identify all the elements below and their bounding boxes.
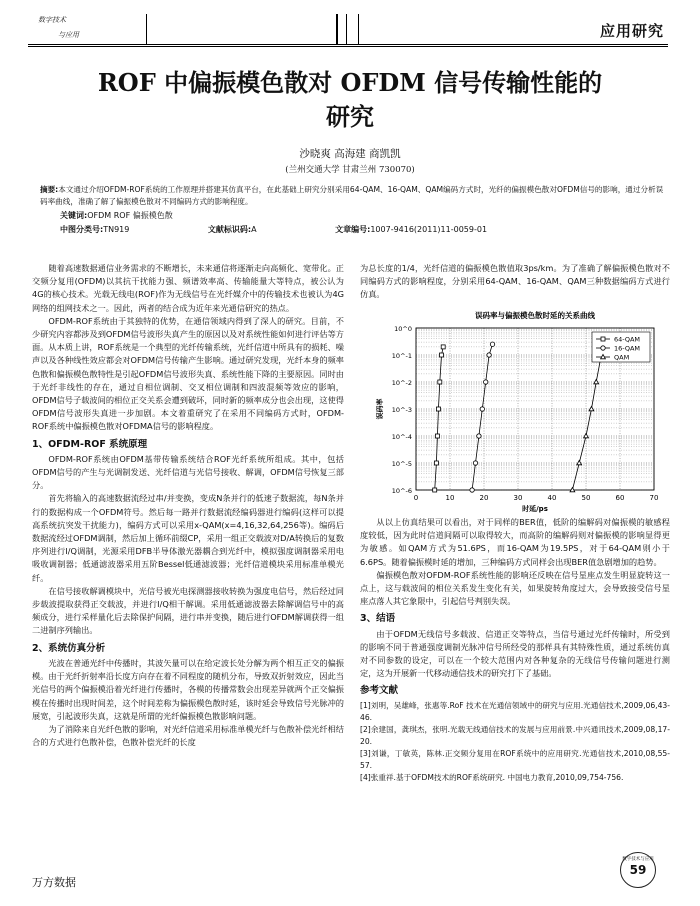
data-point-64-qam: [441, 345, 445, 349]
paragraph: 偏振模色散对OFDM-ROF系统性能的影响还反映在信号星座点发生明显旋转这一点上，这与载波间的相位关系发生变化有关，如果旋转角度过大，会导致接受信号星座点落人其它象限中，引起信号判别失误。: [360, 569, 670, 607]
clc-value: TN919: [103, 225, 130, 234]
x-tick-label: 20: [479, 494, 489, 502]
section-name: 应用研究: [599, 22, 664, 40]
legend-marker: [601, 346, 605, 350]
x-tick-label: 10: [445, 494, 455, 502]
journal-name-line2: 与应用: [58, 31, 79, 39]
y-tick-label: 10^-6: [391, 487, 412, 495]
journal-name-line1: 数字技术: [38, 16, 66, 24]
doc-code-label: 文献标识码:: [207, 225, 252, 234]
page-number: 59: [629, 863, 647, 877]
y-tick-label: 10^-5: [391, 460, 412, 468]
x-tick-label: 70: [649, 494, 659, 502]
paragraph: OFDM-ROF系统由于其独特的优势，在通信领域内得到了深人的研究。目前，不少研究内容都涉及到OFDM信号波形失真产生的原因以及对系统性能如何进行评估等方面。从本质上讲，ROF系统是一个典型的光纤传输系统，光纤信道中所具有的损耗、噪声以及各种线性效应都会对OFDM信号传输产生影响。通过研究发现，光纤本身的频率色散和偏振模色散特性是引起OFDM信号波形失真、系统性能下降的主要原因。同时由于光纤非线性的存在，通过自相位调制、交叉相位调制和四波混频等效应的影响，OFDM信号子载波间的相位正交关系会遭到破坏，同时新的频率成分也会出现，这使得OFDM信号波形失真进一步加剧。本文着重研究了在采用不同编码方式时，OFDM-ROF系统中偏振模色散对OFDMA信号的影响程度。: [32, 315, 344, 432]
paragraph: 由于OFDM无线信号多载波、信道正交等特点，当信号通过光纤传输时，所受到的影响不同于普通强度调制光脉冲信号所经受的那样具有其特殊性质，通过系统仿真对不同参数的设定，可以在一个较大范围内对各种复杂的无线信号传输问题进行测定，这为开展新一代移动通信技术的研究打下了基础。: [360, 628, 670, 679]
x-tick-label: 50: [581, 494, 591, 502]
data-point-64-qam: [436, 407, 440, 411]
header-rule-2: [28, 46, 668, 47]
y-tick-label: 10^0: [394, 325, 412, 333]
paragraph: 随着高速数据通信业务需求的不断增长，未来通信将逐渐走向高频化、宽带化。正交频分复用(OFDM)以其抗干扰能力强、频谱效率高、传输能量大等特点，被公认为4G的核心技术。光载无线电(ROF)作为无线信号在光纤媒介中的传输技术也被认为4G网络的组网技术之一。因此，两者的结合成为近年来光通信研究的热点。: [32, 263, 344, 313]
abstract-label: 摘要:: [40, 185, 59, 194]
data-point-16-qam: [484, 380, 488, 384]
paragraph: 为总长度的1/4，光纤信道的偏振模色散值取3ps/km。为了准确了解偏振模色散对不同编码方式的影响程度，分别采用64-QAM、16-QAM、QAM三种数据编码方式进行仿真。: [360, 263, 670, 300]
clc-label: 中图分类号:: [60, 225, 104, 234]
data-point-64-qam: [433, 488, 437, 492]
paragraph: 在信号接收解调模块中，光信号被光电探测器接收转换为强度电信号，然后经过同步载波提取获得正交载波，并进行I/Q相干解调。采用低通滤波器去除解调信号中的高频成分，进行采样量化后去除保护间隔，进行串并变换，随后进行OFDM解调获得一组二进制序列输出。: [32, 585, 344, 636]
page-number-badge: [620, 852, 656, 888]
x-tick-label: 30: [513, 494, 523, 502]
x-tick-label: 40: [547, 494, 557, 502]
y-axis-label: 误码率: [376, 398, 384, 420]
data-point-qam: [577, 461, 582, 465]
abstract-text: 本文通过介绍OFDM-ROF系统的工作原理并搭建其仿真平台，在此基础上研究分别采用64-QAM、16-QAM、QAM编码方式时，光纤的偏振模色散对OFDM信号的影响，通过分析误码率曲线，准确了解了偏振模色散对不同编码方式的影响程度。: [40, 185, 664, 206]
data-point-qam: [589, 407, 594, 411]
ber-vs-delay-chart: [368, 306, 668, 516]
data-point-16-qam: [473, 461, 477, 465]
reference-item: [1]刘明，吴雄峰，张惠等.RoF 技术在光通信领域中的研究与应用.光通信技术,2009,06,43-46.: [360, 700, 670, 722]
article-number-label: 文章编号:: [335, 225, 371, 234]
abstract: [40, 184, 665, 208]
data-point-qam: [584, 434, 589, 438]
right-column-bottom: [360, 516, 670, 784]
article-meta: [60, 224, 660, 235]
right-column-top: [360, 262, 670, 302]
chart-title: 误码率与偏振模色散时延的关系曲线: [475, 311, 595, 320]
reference-item: [3]刘谦，丁敏英，陈林.正交频分复用在ROF系统中的应用研究.光通信技术,2010,08,55-57.: [360, 748, 670, 770]
keywords-text: OFDM ROF 偏振模色散: [87, 211, 173, 220]
references-heading: 参考文献: [360, 685, 399, 697]
section-heading-2: 2、系统仿真分析: [32, 642, 106, 654]
legend-marker: [601, 337, 605, 341]
article-number-value: 1007-9416(2011)11-0059-01: [370, 225, 488, 234]
section-heading-1: 1、OFDM-ROF 系统原理: [32, 438, 148, 450]
y-tick-label: 10^-3: [391, 406, 412, 414]
data-point-64-qam: [434, 461, 438, 465]
title-line-2: 研究: [326, 102, 374, 131]
legend-label: 64-QAM: [614, 335, 641, 344]
data-point-64-qam: [440, 353, 444, 357]
section-heading-3: 3、结语: [360, 613, 396, 625]
series-line-64-qam: [435, 347, 444, 490]
x-axis-label: 时延/ps: [522, 505, 548, 513]
paper-title: [40, 66, 660, 134]
data-point-64-qam: [435, 434, 439, 438]
data-point-16-qam: [480, 407, 484, 411]
keywords-label: 关键词:: [60, 211, 88, 220]
data-point-16-qam: [477, 434, 481, 438]
keywords: [60, 210, 173, 221]
reference-item: [4]张重祥.基于OFDM技术的ROF系统研究. 中国电力教育,2010,09,754-756.: [360, 772, 624, 782]
data-point-64-qam: [438, 380, 442, 384]
x-tick-label: 0: [413, 494, 419, 502]
title-line-1: ROF 中偏振模色散对 OFDM 信号传输性能的: [97, 68, 603, 97]
authors: 沙晓爽 高海建 商凯凯: [299, 148, 401, 160]
paragraph: OFDM-ROF系统由OFDM基带传输系统结合ROF光纤系统所组成。其中，包括OFDM信号的产生与光调制发送、光纤信道与光信号接收、解调，OFDM信号恢复三部分。: [32, 453, 344, 491]
legend-label: QAM: [614, 353, 630, 362]
references-list: [360, 700, 670, 784]
page-badge-text: 数字技术与应用: [622, 857, 654, 862]
x-tick-label: 60: [615, 494, 625, 502]
legend-label: 16-QAM: [614, 344, 641, 353]
header-rule: [28, 44, 668, 45]
footer-source: 万方数据: [32, 876, 76, 889]
paragraph: 从以上仿真结果可以看出，对于同样的BER值，低阶的编解码对偏振模的敏感程度较低，因为此时信道间隔可以取得较大，而高阶的编解码则对偏振模的影响显得更为敏感。如QAM方式为51.6PS，而16-QAM为19.5PS，对于64-QAM则小于6.6PS。随着偏振模时延的增加，三种编码方式同样会出现BER值急剧增加的趋势。: [360, 517, 670, 567]
data-point-16-qam: [490, 342, 494, 346]
header-bars-decoration: [330, 14, 370, 44]
y-tick-label: 10^-4: [391, 433, 412, 441]
paragraph: 光波在普通光纤中传播时，其波矢量可以在给定波长处分解为两个相互正交的偏振模。由于光纤折射率沿长度方向存在着不同程度的随机分布，导致双折射效应，因此当光信号的两个偏振模沿着光纤进行传播时，各模的传播常数会出现差异就两个正交偏振模在传播时出现时间差，这个时间差称为偏振模色散时延，该时延会导致信号光脉冲的展宽，引起波形失真，这就是所谓的光纤偏振模色散影响问题。: [32, 657, 344, 721]
data-point-qam: [594, 380, 599, 384]
paragraph: 首先将输入的高速数据流经过串/并变换，变成N条并行的低速子数据流，每N条并行的数据构成一个OFDM符号。然后每一路并行数据流经编码器进行编码(这样可以提高系统抗突发干扰能力)，编码方式可以采用x-QAM(x=4,16,32,64,256等)。编码后数据流经过OFDM调制，然后加上循环前缀CP，采用一组正交载波对D/A转换后的复数序列进行I/Q调制，光源采用DFB半导体激光器耦合到光纤中，模拟强度调制器采用电吸收调制器；低通滤波器采用五阶Bessel低通滤波器；光纤信道模块采用标准单模光纤。: [32, 493, 344, 583]
y-tick-label: 10^-2: [391, 379, 412, 387]
y-tick-label: 10^-1: [391, 352, 412, 360]
doc-code-value: A: [251, 225, 257, 234]
left-column: [32, 262, 344, 749]
reference-item: [2]余建国，龚琪杰，张明.光载无线通信技术的发展与应用前景.中兴通讯技术,2009,08,17-20.: [360, 724, 670, 746]
paragraph: 为了消除来自光纤色散的影响，对光纤信道采用标准单模光纤与色散补偿光纤相结合的方式进行色散补偿，色散补偿光纤的长度: [32, 723, 344, 748]
data-point-16-qam: [470, 488, 474, 492]
data-point-16-qam: [487, 353, 491, 357]
affiliation: (兰州交通大学 甘肃兰州 730070): [285, 165, 415, 175]
